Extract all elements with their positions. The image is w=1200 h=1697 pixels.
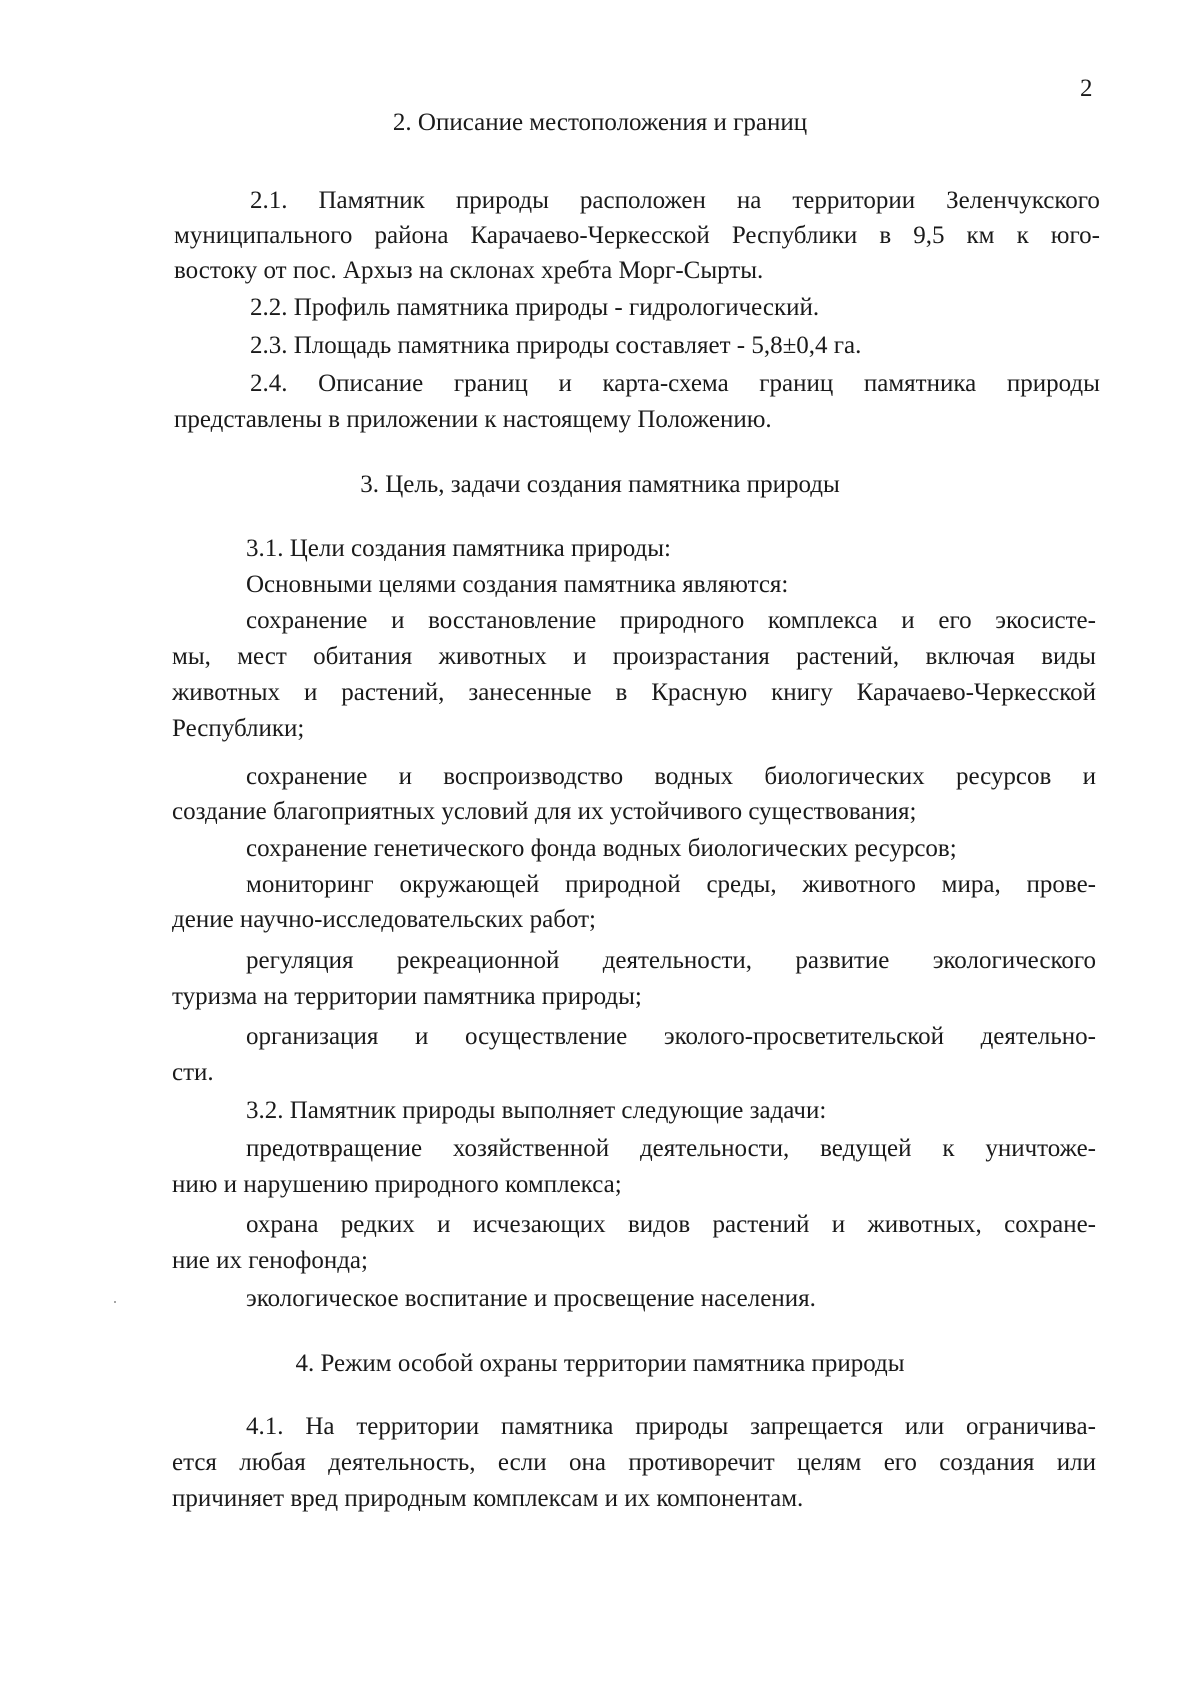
word: охрана [246, 1211, 319, 1238]
goal-5-line-2: туризма на территории памятника природы; [172, 983, 642, 1010]
word: памятника [501, 1413, 614, 1440]
word: границ [453, 370, 528, 397]
goal-5-line-1 [246, 946, 1096, 976]
page-number: 2 [1080, 75, 1093, 102]
word: на [736, 187, 762, 214]
word: природного [619, 607, 745, 634]
word: развитие [795, 947, 890, 974]
word: мест [237, 643, 287, 670]
word: Памятник [318, 187, 425, 214]
word: виды [1041, 643, 1096, 670]
goal-1-line-4: Республики; [172, 715, 305, 742]
word: организация [246, 1023, 379, 1050]
goal-1-line-1 [246, 606, 1096, 636]
word: и [831, 1211, 846, 1238]
word: растений, [341, 679, 445, 706]
para-4-1-line-2 [172, 1448, 1096, 1478]
para-2-1-line-3: востоку от пос. Архыз на склонах хребта Морг-Сырты. [174, 257, 764, 284]
para-3-1: 3.1. Цели создания памятника природы: [246, 535, 671, 562]
scan-speck [114, 1301, 116, 1303]
word: к [1016, 222, 1029, 249]
word: деятельно- [980, 1023, 1096, 1050]
section-4-heading: 4. Режим особой охраны территории памятника природы [295, 1350, 905, 1377]
word: и [391, 607, 405, 634]
word: животных [438, 643, 547, 670]
word: хозяйственной [452, 1135, 610, 1162]
word: водных [654, 763, 734, 790]
word: она [568, 1449, 606, 1476]
word: границ [759, 370, 834, 397]
word: осуществление [464, 1023, 628, 1050]
word: в [879, 222, 892, 249]
para-2-1-line-2 [174, 221, 1100, 251]
para-2-1-line-1 [250, 186, 1100, 216]
word: животного [802, 871, 916, 898]
task-2-line-1 [246, 1210, 1096, 1240]
word: мы, [172, 643, 211, 670]
word: мониторинг [246, 871, 374, 898]
word: предотвращение [246, 1135, 423, 1162]
word: регуляция [246, 947, 354, 974]
goal-4-line-2: дение научно-исследовательских работ; [172, 906, 596, 933]
word: экосисте- [995, 607, 1096, 634]
word: противоречит [628, 1449, 775, 1476]
word: эколого-просветительской [663, 1023, 944, 1050]
word: природы [635, 1413, 729, 1440]
word: и [1082, 763, 1096, 790]
word: и [558, 370, 572, 397]
goal-2-line-2: создание благоприятных условий для их устойчивого существования; [172, 798, 917, 825]
goal-4-line-1 [246, 870, 1096, 900]
para-2-3: 2.3. Площадь памятника природы составляет - 5,8±0,4 га. [250, 332, 862, 359]
word: 4.1. [246, 1413, 284, 1440]
para-3-1-intro: Основными целями создания памятника являются: [246, 571, 789, 598]
word: ведущей [820, 1135, 912, 1162]
word: занесенные [468, 679, 592, 706]
word: территории [792, 187, 916, 214]
section-2-heading: 2. Описание местоположения и границ [392, 109, 808, 136]
para-2-4-line-2: представлены в приложении к настоящему Положению. [174, 406, 772, 433]
word: района [374, 222, 449, 249]
word: территории [356, 1413, 480, 1440]
word: сохранение [246, 607, 368, 634]
word: включая [925, 643, 1015, 670]
word: или [904, 1413, 945, 1440]
word: к [942, 1135, 955, 1162]
word: произрастания [612, 643, 770, 670]
task-3: экологическое воспитание и просвещение населения. [246, 1285, 816, 1312]
word: его [883, 1449, 917, 1476]
para-3-2: 3.2. Памятник природы выполняет следующие задачи: [246, 1097, 827, 1124]
word: 2.4. [250, 370, 288, 397]
word: воспроизводство [443, 763, 624, 790]
word: растений [712, 1211, 810, 1238]
word: Республики [731, 222, 858, 249]
word: окружающей [399, 871, 540, 898]
word: муниципального [174, 222, 353, 249]
task-1-line-2: нию и нарушению природного комплекса; [172, 1171, 622, 1198]
section-3-heading: 3. Цель, задачи создания памятника природы [360, 471, 840, 498]
word: сохране- [1004, 1211, 1096, 1238]
goal-2-line-1 [246, 762, 1096, 792]
word: км [966, 222, 995, 249]
word: если [497, 1449, 547, 1476]
word: редких [340, 1211, 415, 1238]
word: природной [565, 871, 681, 898]
word: памятника [863, 370, 977, 397]
para-4-1-line-3: причиняет вред природным комплексам и их компонентам. [172, 1485, 804, 1512]
word: и [414, 1023, 429, 1050]
para-2-4-line-1 [250, 369, 1100, 399]
word: запрещается [750, 1413, 884, 1440]
word: любая [239, 1449, 306, 1476]
word: природы [1006, 370, 1100, 397]
word: деятельность, [328, 1449, 476, 1476]
word: экологического [932, 947, 1096, 974]
word: и [573, 643, 587, 670]
task-1-line-1 [246, 1134, 1096, 1164]
word: расположен [579, 187, 706, 214]
goal-1-line-2 [172, 642, 1096, 672]
goal-6-line-2: сти. [172, 1059, 214, 1086]
goal-1-line-3 [172, 678, 1096, 708]
word: 9,5 [913, 222, 945, 249]
word: растений, [796, 643, 900, 670]
word: Зеленчукского [946, 187, 1100, 214]
word: Карачаево-Черкесской [856, 679, 1096, 706]
word: природы [455, 187, 549, 214]
word: среды, [706, 871, 777, 898]
word: Карачаево-Черкесской [470, 222, 710, 249]
word: и [901, 607, 915, 634]
word: ограничива- [965, 1413, 1096, 1440]
word: его [938, 607, 972, 634]
word: уничтоже- [985, 1135, 1096, 1162]
word: мира, [941, 871, 1001, 898]
word: создания [939, 1449, 1035, 1476]
goal-3: сохранение генетического фонда водных биологических ресурсов; [246, 835, 957, 862]
word: восстановление [428, 607, 597, 634]
word: юго- [1050, 222, 1100, 249]
word: карта-схема [602, 370, 729, 397]
word: в [615, 679, 628, 706]
word: исчезающих [472, 1211, 606, 1238]
word: деятельности, [602, 947, 753, 974]
word: сохранение [246, 763, 368, 790]
para-4-1-line-1 [246, 1412, 1096, 1442]
word: ется [172, 1449, 217, 1476]
word: рекреационной [396, 947, 560, 974]
para-2-2: 2.2. Профиль памятника природы - гидрологический. [250, 294, 820, 321]
word: На [305, 1413, 335, 1440]
word: комплекса [767, 607, 878, 634]
word: Описание [318, 370, 424, 397]
word: деятельности, [639, 1135, 790, 1162]
word: обитания [313, 643, 413, 670]
word: биологических [764, 763, 925, 790]
word: Красную [651, 679, 748, 706]
word: 2.1. [250, 187, 288, 214]
word: видов [627, 1211, 691, 1238]
word: и [303, 679, 318, 706]
word: ресурсов [955, 763, 1052, 790]
word: или [1056, 1449, 1096, 1476]
word: и [437, 1211, 451, 1238]
word: книгу [771, 679, 833, 706]
word: и [398, 763, 413, 790]
word: животных, [867, 1211, 982, 1238]
word: животных [172, 679, 281, 706]
word: целям [797, 1449, 862, 1476]
task-2-line-2: ние их генофонда; [172, 1247, 368, 1274]
word: прове- [1026, 871, 1096, 898]
goal-6-line-1 [246, 1022, 1096, 1052]
